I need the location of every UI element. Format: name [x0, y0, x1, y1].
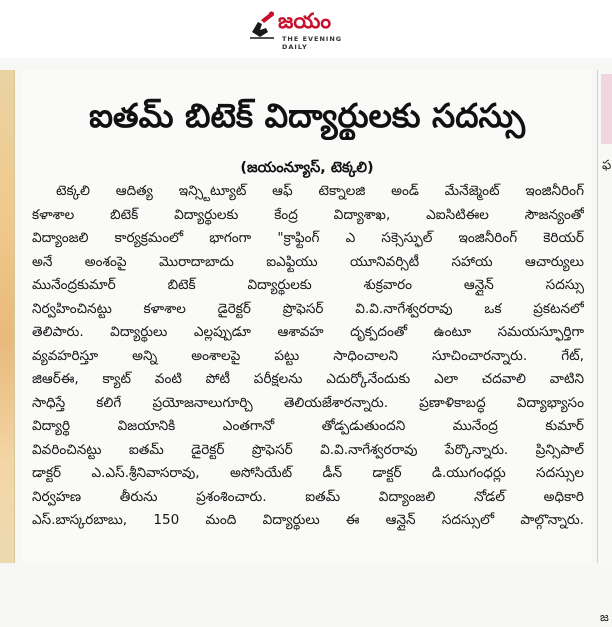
- adjacent-image-left: [0, 70, 15, 563]
- news-article: [22, 70, 592, 563]
- body-line: డాక్టర్ ఎ.ఎస్.శ్రీనివాసరావు, అసోసియేట్ డీన్ డాక్టర్ డి.యుగంధర్లు సదస్సుల: [32, 465, 584, 481]
- body-line: కళాశాల బిటెక్ విద్యార్థులకు కేంద్ర విద్యాశాఖ, ఎఐసిటిఈల సౌజన్యంతో: [32, 206, 584, 223]
- adjacent-text-fragment-bottom: జ: [600, 610, 609, 624]
- body-line: వివరించినట్టు ఐతమ్ డైరెక్టర్ ప్రొఫెసర్ వి.వి.నాగేశ్వరరావు పేర్కొన్నారు. ప్రిన్సిపాల్: [32, 441, 584, 458]
- body-line: నిర్వహణ తీరును ప్రశంశించారు. ఐతమ్ విద్యాంజలి నోడల్ అధికారి: [32, 488, 584, 505]
- brand-name: జయం: [278, 9, 332, 33]
- adjacent-image-right: [601, 74, 612, 144]
- body-line: తెలిపారు. విద్యార్థులు ఎల్లప్పుడూ ఆశావహ దృక్పదంతో ఉంటూ సమయస్ఫూర్తిగా: [32, 324, 584, 340]
- body-line: టెక్కలి ఆదిత్య ఇన్స్టిట్యూట్ ఆఫ్ టెక్నాలజి అండ్ మేనేజ్మెంట్ ఇంజినీరింగ్: [56, 183, 584, 199]
- brand-tagline: THE EVENING DAILY: [282, 35, 343, 51]
- body-line: ఎస్.బాస్కరబాబు, 150 మంది విద్యార్థులు ఈ ఆన్లైన్ సదస్సులో పాల్గొన్నారు.: [32, 512, 584, 528]
- body-line: విద్యాంజలి కార్యక్రమంలో భాగంగా "క్రాఫ్టింగ్ ఎ సక్సెస్ఫుల్ ఇంజినీరింగ్ కెరియర్: [32, 230, 584, 246]
- body-line: సాధిస్తే కలిగే ప్రయోజనాలుగూర్చి తెలియజేశారన్నారు. ప్రణాళికాబద్ధ విద్యాభ్యాసం: [32, 394, 584, 411]
- masthead: [0, 0, 612, 58]
- newspaper-logo: [248, 8, 364, 51]
- body-line: విద్యార్థి విజయానికి ఎంతగానో తోడ్పడుతుందని మునేంద్ర కుమార్: [32, 418, 584, 434]
- article-headline: ఐతమ్ బిటెక్ విద్యార్థులకు సదస్సు: [88, 96, 526, 135]
- article-dateline: (జయంన్యూస్, టెక్కలి): [240, 160, 374, 176]
- body-line: వ్యవహరిస్తూ అన్ని అంశాలపై పట్టు సాధించాలని సూచించారన్నారు. గేట్,: [32, 347, 584, 364]
- body-line: అనే అంశంపై మొరాదాబాదు ఐఎఫ్టియు యూనివర్సిటీ సహాయ ఆచార్యులు: [32, 253, 584, 270]
- body-line: నిర్వహించినట్టు కళాశాల డైరెక్టర్ ప్రొఫెసర్ వి.వి.నాగేశ్వరరావు ఒక ప్రకటనలో: [32, 300, 584, 317]
- adjacent-text-fragment: ఫ: [602, 158, 612, 173]
- hand-with-torch-icon: [248, 10, 276, 40]
- article-body: [32, 180, 584, 533]
- body-line: మునేంద్రకుమార్ బిటెక్ విద్యార్థులకు శుక్రవారం ఆన్లైన్ సదస్సు: [32, 277, 584, 293]
- body-line: జిఆర్ఈ, క్యాట్ వంటి పోటీ పరీక్షలను ఎదుర్కోనేందుకు ఎలా చదవాలి వాటిని: [32, 371, 584, 387]
- adjacent-article-right: [597, 70, 612, 624]
